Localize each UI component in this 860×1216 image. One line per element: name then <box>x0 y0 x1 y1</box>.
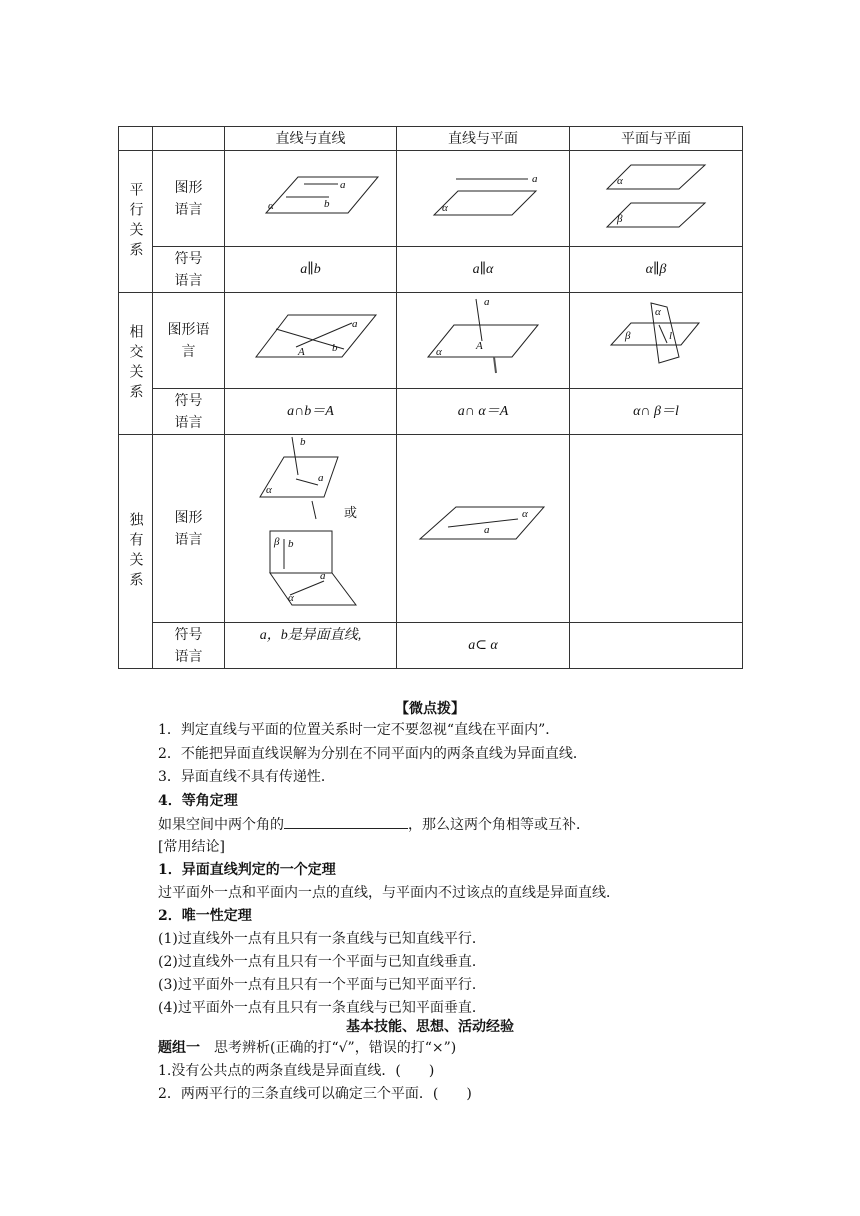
svg-text:α: α <box>265 484 272 496</box>
c2-item-3: (3)过平面外一点有且只有一个平面与已知平面平行． <box>158 977 486 993</box>
sym-intersect-line-plane: a∩ α＝A <box>397 389 570 435</box>
sym-unique-line-line: a，b是异面直线, <box>225 623 397 669</box>
svg-text:α: α <box>442 202 448 214</box>
svg-text:b: b <box>331 342 337 354</box>
header-plane-plane: 平面与平面 <box>570 127 743 151</box>
fig-intersect-line-line <box>225 293 397 389</box>
svg-text:a: a <box>484 524 490 536</box>
fig-label-intersect: 图形语言 <box>153 293 225 389</box>
c2-title: 2．唯一性定理 <box>158 908 252 924</box>
note-item-2: 2．不能把异面直线误解为分别在不同平面内的两条直线为异面直线． <box>158 746 587 762</box>
svg-text:b: b <box>287 538 293 550</box>
fig-intersect-line-plane <box>397 293 570 389</box>
svg-text:α: α <box>522 508 528 520</box>
fig-parallel-plane-plane <box>570 151 743 247</box>
sym-label-parallel: 符号语言 <box>153 247 225 293</box>
svg-text:或: 或 <box>343 505 357 520</box>
theorem4-text <box>158 814 590 835</box>
fig-unique-plane-plane <box>570 435 743 623</box>
section-title: 基本技能、思想、活动经验 <box>346 1019 514 1035</box>
theorem4-before: 如果空间中两个角的 <box>158 817 284 833</box>
notes-title: 【微点拨】 <box>395 701 465 717</box>
sym-intersect-line-line: a∩b＝A <box>225 389 397 435</box>
sym-parallel-line-plane: a∥α <box>397 247 570 293</box>
fill-blank <box>284 814 408 829</box>
svg-text:a: a <box>339 179 345 191</box>
svg-text:β: β <box>273 536 279 548</box>
sym-unique-line-plane: a⊂ α <box>397 623 570 669</box>
question-2: 2．两两平行的三条直线可以确定三个平面．( ) <box>158 1086 472 1102</box>
svg-text:α: α <box>267 200 274 212</box>
header-empty <box>119 127 153 151</box>
c1-text: 过平面外一点和平面内一点的直线，与平面内不过该点的直线是异面直线． <box>158 885 620 901</box>
svg-text:β: β <box>625 330 631 342</box>
svg-text:A: A <box>297 346 305 358</box>
sym-intersect-plane-plane: α∩ β＝l <box>570 389 743 435</box>
fig-unique-line-line <box>225 435 397 623</box>
header-line-line: 直线与直线 <box>225 127 397 151</box>
sym-label-unique: 符号语言 <box>153 623 225 669</box>
group-label: 题组一 <box>158 1040 200 1056</box>
fig-parallel-line-plane <box>397 151 570 247</box>
svg-text:a: a <box>484 296 490 308</box>
question-1: 1.没有公共点的两条直线是异面直线．( ) <box>158 1063 435 1079</box>
svg-text:a: a <box>532 173 538 185</box>
svg-text:α: α <box>617 175 623 187</box>
fig-label-unique: 图形语言 <box>153 435 225 623</box>
group-intersect: 相交关系 <box>119 293 153 435</box>
header-blank <box>153 127 225 151</box>
c1-title: 1．异面直线判定的一个定理 <box>158 862 336 878</box>
c2-item-2: (2)过直线外一点有且只有一个平面与已知直线垂直． <box>158 954 486 970</box>
sym-parallel-line-line: a∥b <box>225 247 397 293</box>
svg-text:α: α <box>436 346 442 358</box>
group-parallel: 平行关系 <box>119 151 153 293</box>
relations-table <box>118 126 743 669</box>
theorem4-title: 4．等角定理 <box>158 793 238 809</box>
svg-text:b: b <box>323 198 329 210</box>
c2-item-1: (1)过直线外一点有且只有一条直线与已知直线平行． <box>158 931 486 947</box>
c2-item-4: (4)过平面外一点有且只有一条直线与已知平面垂直． <box>158 1000 486 1016</box>
svg-text:a: a <box>317 472 323 484</box>
note-item-1: 1．判定直线与平面的位置关系时一定不要忽视“直线在平面内”． <box>158 722 560 738</box>
header-line-plane: 直线与平面 <box>397 127 570 151</box>
group-text: 思考辨析(正确的打“√”，错误的打“×”) <box>200 1040 457 1056</box>
sym-label-intersect: 符号语言 <box>153 389 225 435</box>
fig-parallel-line-line <box>225 151 397 247</box>
svg-text:A: A <box>476 340 483 352</box>
sym-parallel-plane-plane: α∥β <box>570 247 743 293</box>
svg-text:α: α <box>287 592 294 604</box>
svg-text:a: a <box>319 570 325 582</box>
common-title: [常用结论] <box>158 839 225 855</box>
fig-intersect-plane-plane <box>570 293 743 389</box>
group-line <box>158 1038 456 1058</box>
svg-text:b: b <box>299 436 305 448</box>
svg-text:α: α <box>655 306 661 318</box>
fig-unique-line-plane <box>397 435 570 623</box>
svg-text:β: β <box>617 213 623 225</box>
note-item-3: 3．异面直线不具有传递性． <box>158 769 335 785</box>
sym-unique-plane-plane <box>570 623 743 669</box>
svg-text:a: a <box>351 318 357 330</box>
theorem4-after: ，那么这两个角相等或互补． <box>408 817 590 833</box>
group-unique: 独有关系 <box>119 435 153 669</box>
fig-label-parallel: 图形语言 <box>153 151 225 247</box>
svg-text:l: l <box>669 330 673 342</box>
